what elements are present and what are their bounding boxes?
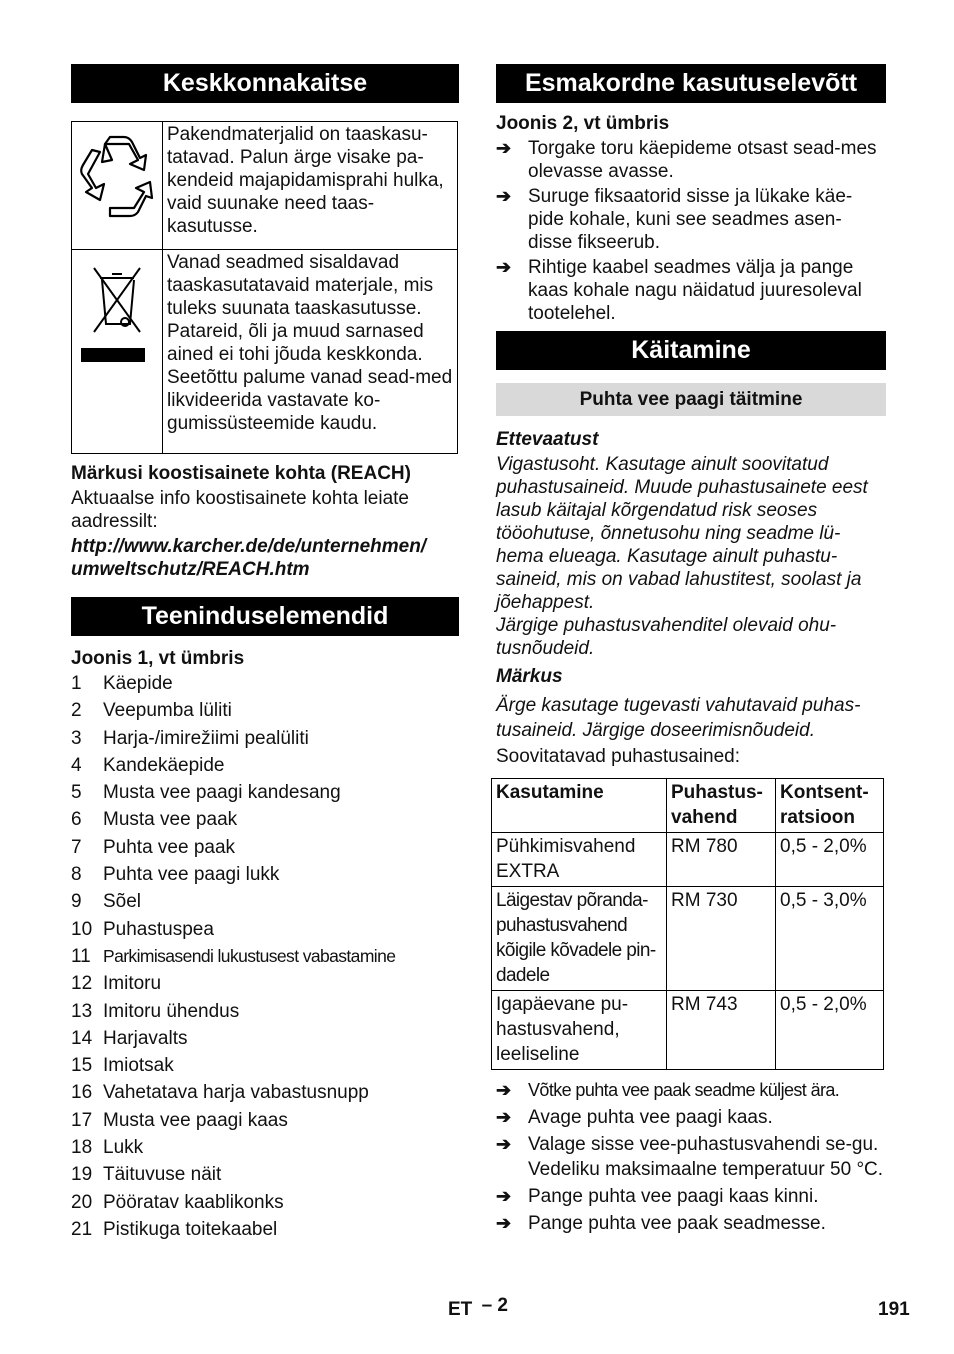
arrow-icon: ➔ [496,1213,512,1233]
reach-url-2[interactable]: umweltschutz/REACH.htm [71,559,310,580]
list-item: 1 Käepide [71,673,173,694]
crossed-bin-icon [72,250,162,370]
reach-url-1[interactable]: http://www.karcher.de/de/unternehmen/ [71,536,427,557]
arrow-icon: ➔ [496,257,512,277]
list-item: 13 Imitoru ühendus [71,1000,240,1022]
table-header: Kasutamine [492,779,667,833]
list-item: 4 Kandekäepide [71,754,225,776]
table-header-row [492,779,884,833]
list-item: 5 Musta vee paagi kandesang [71,782,341,804]
service-heading: Teeninduselemendid [71,597,459,636]
caution-label: Ettevaatust [496,429,599,450]
operation-heading: Käitamine [496,331,886,370]
list-item: 15 Imiotsak [71,1055,174,1077]
list-item: 10 Puhastuspea [71,918,214,940]
list-item: 17 Musta vee paagi kaas [71,1109,288,1131]
note-text: Ärge kasutage tugevasti vahutavaid puhas-tusaineid. Järgige doseerimisnõudeid. [496,695,861,741]
parts-list [71,670,459,1243]
arrow-icon: ➔ [496,1134,512,1154]
table-row: Igapäevane pu-hastusvahend, leeliseline RM 743 0,5 - 2,0% [492,991,884,1070]
first-use-heading: Esmakordne kasutuselevõtt [496,64,886,103]
list-item: ➔ Torgake toru käepideme otsast sead-mes olevasse avasse. [496,138,877,182]
right-column [496,64,886,1238]
env-table [71,121,458,454]
recycle-icon [72,122,162,242]
page-number: 191 [878,1299,910,1320]
list-item: ➔ Võtke puhta vee paak seadme küljest ära. [496,1078,886,1103]
caution-text-2: Järgige puhastusvahenditel olevaid ohu-tusnõudeid. [496,615,837,659]
env-heading: Keskkonnakaitse [71,64,459,103]
list-item: 18 Lukk [71,1137,144,1159]
arrow-icon: ➔ [496,186,512,206]
list-item: ➔ Valage sisse vee-puhastusvahendi se-gu. Vedeliku maksimaalne temperatuur 50 °C. [496,1134,884,1180]
list-item: 2 Veepumba lüliti [71,700,232,722]
cleaner-table [491,778,884,1070]
reach-heading: Märkusi koostisainete kohta (REACH) [71,463,411,484]
recommended-label: Soovitatavad puhastusained: [496,746,741,767]
env-weee-text: Vanad seadmed sisaldavad taaskasutatavaid materjale, mis tuleks suunata taaskasutusse. Patareid, õli ja muud sarnased ained ei tohi jõuda keskkonda. Seetõttu palume vanad sead-med likvideerida vastavate ko-gumissüsteemide kaudu. [163,250,458,454]
table-header: Kontsent-ratsioon [776,779,884,833]
list-item: 7 Puhta vee paak [71,836,236,858]
list-item: 16 Vahetatava harja vabastusnupp [71,1082,369,1104]
arrow-icon: ➔ [496,1080,512,1100]
footer-sub-page: – 2 [481,1295,508,1316]
env-row-recycle [72,122,458,250]
table-header: Puhastus-vahend [667,779,776,833]
list-item: 6 Musta vee paak [71,809,238,831]
list-item: ➔ Avage puhta vee paagi kaas. [496,1107,773,1128]
list-item: 3 Harja-/imirežiimi pealüliti [71,727,309,749]
list-item: 14 Harjavalts [71,1027,188,1049]
arrow-icon: ➔ [496,1186,512,1206]
list-item: ➔ Pange puhta vee paak seadmesse. [496,1213,826,1234]
list-item: 21 Pistikuga toitekaabel [71,1218,278,1240]
list-item: 19 Täituvuse näit [71,1164,222,1186]
first-use-steps [496,137,886,325]
list-item: ➔ Rihtige kaabel seadmes välja ja pange kaas kohale nagu näidatud juuresoleval tootelehel. [496,257,862,324]
list-item: 11 Parkimisasendi lukustusest vabastamine [71,945,396,967]
list-item: 20 Pööratav kaablikonks [71,1191,284,1213]
table-row: Läigestav põranda-puhastusvahend kõigile kõvadele pin-dadele RM 730 0,5 - 3,0% [492,887,884,991]
fill-subheading: Puhta vee paagi täitmine [496,383,886,416]
list-item: ➔ Suruge fiksaatorid sisse ja lükake käe-pide kohale, kuni see seadmes asen-disse fikseerub. [496,186,853,253]
list-item: 8 Puhta vee paagi lukk [71,864,280,886]
arrow-icon: ➔ [496,138,512,158]
reach-text: Aktuaalse info koostisainete kohta leiate aadressilt: [71,488,409,532]
figure-ref-1: Joonis 1, vt ümbris [71,648,245,669]
arrow-icon: ➔ [496,1107,512,1127]
list-item: 9 Sõel [71,891,142,913]
list-item: 12 Imitoru [71,973,162,995]
figure-ref-2: Joonis 2, vt ümbris [496,113,670,134]
left-column [71,64,459,1243]
env-row-weee [72,250,458,454]
footer-language: ET – 2 [448,1295,508,1320]
list-item: ➔ Pange puhta vee paagi kaas kinni. [496,1186,819,1207]
note-label: Märkus [496,666,563,687]
fill-steps [496,1078,886,1236]
table-row: Pühkimisvahend EXTRA RM 780 0,5 - 2,0% [492,833,884,887]
caution-text-1: Vigastusoht. Kasutage ainult soovitatud puhastusaineid. Muude puhastusainete eest lasub käitajal kõrgendatud risk seoses tööohutuse, õnnetusohu ning seadme lü-hema elueaga. Kasutage ainult puhastu-saineid, mis on vabad lahustitest, soolast ja jõehappest. [496,454,868,613]
env-recycle-text: Pakendmaterjalid on taaskasu-tatavad. Palun ärge visake pa-kendeid majapidamisprahi hulka, vaid suunake need taas-kasutusse. [163,122,458,250]
